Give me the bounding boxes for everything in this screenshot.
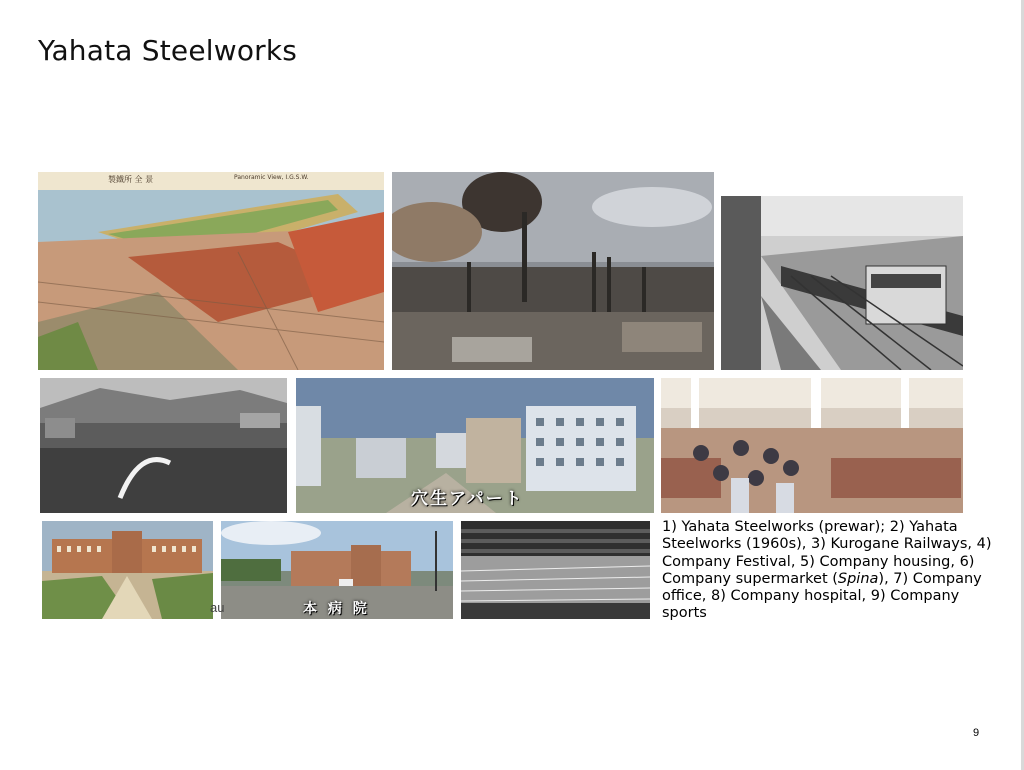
photo-1-caption-jp: 製鐵所 全 景: [108, 175, 154, 184]
caption-text-1: 1) Yahata Steelworks (prewar); 2) Yahata Steelworks (1960s), 3) Kurogane Railways, 4) Company Festival, 5) Company housing, 6) Company supermarket (: [662, 519, 992, 587]
photo-1960s-steelworks: [392, 172, 714, 370]
caption-text-2: ), 7) Company office, 8) Company hospital, 9) Company sports: [662, 570, 982, 622]
page-number: 9: [973, 727, 980, 739]
photo-8-overlay: 本 病 院: [303, 601, 370, 617]
photo-1-caption-en: Panoramic View, I.G.S.W.: [234, 174, 309, 181]
photo-5-overlay: 穴生アパート: [411, 489, 524, 509]
photo-kurogane-railways: [721, 196, 963, 370]
photo-company-sports: [461, 521, 650, 619]
caption-text-spina: Spina: [837, 570, 879, 587]
photo-captions: [662, 519, 992, 623]
photo-company-supermarket: [661, 378, 963, 513]
photo-prewar-steelworks: [38, 172, 384, 370]
stray-text: au: [210, 600, 225, 615]
photo-company-housing: [296, 378, 654, 513]
photo-company-office: [42, 521, 213, 619]
photo-company-hospital: [221, 521, 453, 619]
slide-title: Yahata Steelworks: [38, 34, 298, 67]
photo-company-festival: [40, 378, 287, 513]
